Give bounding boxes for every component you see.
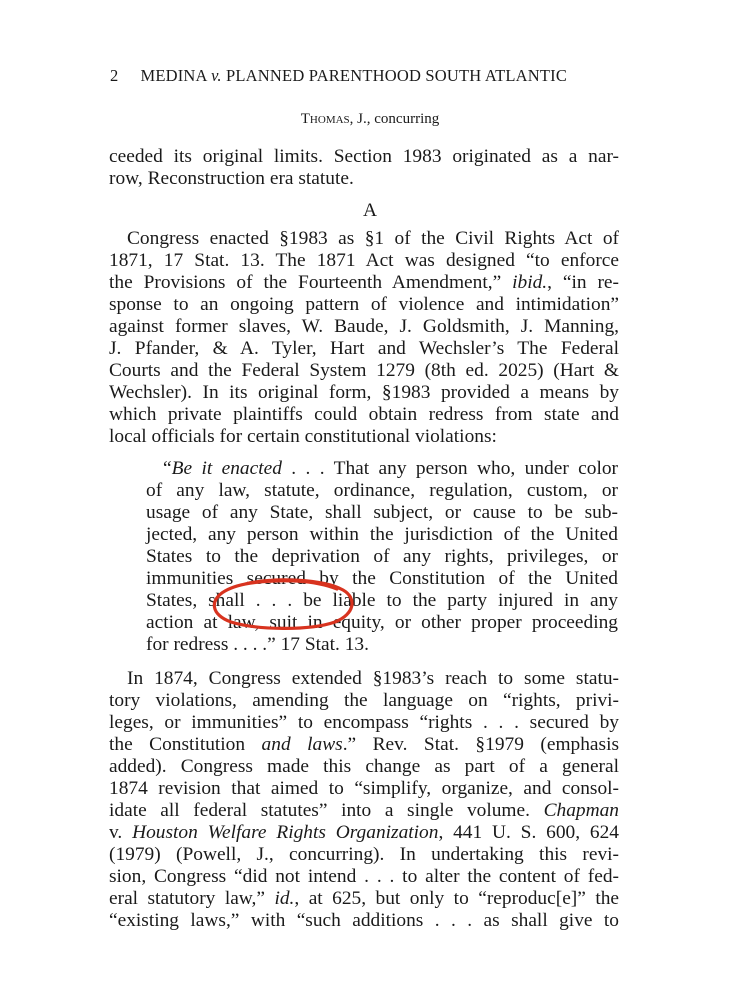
paragraph-2-line: against former slaves, W. Baude, J. Goldsmith, J. Manning, xyxy=(109,316,619,337)
case-versus: v. xyxy=(211,66,222,85)
block-quote-line: States to the deprivation of any rights, privileges, or xyxy=(146,546,618,567)
paragraph-3-line: added). Congress made this change as part of a general xyxy=(109,756,619,777)
paragraph-3-line: v. Houston Welfare Rights Organization, 441 U. S. 600, 624 xyxy=(109,822,619,843)
paragraph-3-line: In 1874, Congress extended §1983’s reach to some statu- xyxy=(127,668,619,689)
paragraph-2-line: Congress enacted §1983 as §1 of the Civil Rights Act of xyxy=(127,228,619,249)
paragraph-2-line: J. Pfander, & A. Tyler, Hart and Wechsler’s The Federal xyxy=(109,338,619,359)
paragraph-2-line: sponse to an ongoing pattern of violence and intimidation” xyxy=(109,294,619,315)
paragraph-2-line: Wechsler). In its original form, §1983 provided a means by xyxy=(109,382,619,403)
paragraph-2-line: 1871, 17 Stat. 13. The 1871 Act was designed “to enforce xyxy=(109,250,619,271)
paragraph-3-line: tory violations, amending the language on “rights, privi- xyxy=(109,690,619,711)
block-quote-line: usage of any State, shall subject, or cause to be sub- xyxy=(146,502,618,523)
emphasis-and-laws: and laws xyxy=(261,734,343,755)
paragraph-3-line: eral statutory law,” id., at 625, but only to “reproduc[e]” the xyxy=(109,888,620,909)
paragraph-1-line: row, Reconstruction era statute. xyxy=(109,168,354,189)
paragraph-3-line: “existing laws,” with “such additions . . . as shall give to xyxy=(109,910,619,931)
paragraph-3-line: leges, or immunities” to encompass “rights . . . secured by xyxy=(109,712,619,733)
paragraph-3-line: the Constitution and laws.” Rev. Stat. §1979 (emphasis xyxy=(109,734,620,755)
citation-ibid: ibid. xyxy=(512,272,548,293)
case-name-houston-welfare: Houston Welfare Rights Organization xyxy=(132,822,439,843)
case-name-right: PLANNED PARENTHOOD SOUTH ATLANTIC xyxy=(226,66,568,85)
section-heading: A xyxy=(362,200,377,221)
author-name: Thomas xyxy=(300,111,350,127)
paragraph-2-line: Courts and the Federal System 1279 (8th ed. 2025) (Hart & xyxy=(109,360,619,381)
paragraph-1-line: ceeded its original limits. Section 1983 originated as a nar- xyxy=(109,146,619,167)
paragraph-3-line: (1979) (Powell, J., concurring). In undertaking this revi- xyxy=(109,844,619,865)
author-suffix: , J., concurring xyxy=(349,111,440,127)
running-head xyxy=(110,66,567,86)
block-quote-line: “Be it enacted . . . That any person who, under color xyxy=(163,458,619,479)
page-number: 2 xyxy=(110,66,119,85)
block-quote-line: of any law, statute, ordinance, regulation, custom, or xyxy=(146,480,618,501)
citation-id: id. xyxy=(274,888,295,909)
paragraph-3-line: idate all federal statutes” into a single volume. Chapman xyxy=(109,800,619,821)
paragraph-3-line: 1874 revision that aimed to “simplify, organize, and consol- xyxy=(109,778,619,799)
paragraph-2-line: the Provisions of the Fourteenth Amendment,” ibid., “in re- xyxy=(109,272,619,293)
paragraph-2-line: which private plaintiffs could obtain redress from state and xyxy=(109,404,619,425)
block-quote-line: for redress . . . .” 17 Stat. 13. xyxy=(146,634,369,655)
block-quote-line: action at law, suit in equity, or other proper proceeding xyxy=(146,612,618,633)
case-name-chapman: Chapman xyxy=(543,800,619,821)
enacting-clause: Be it enacted xyxy=(171,458,282,479)
case-name-left: MEDINA xyxy=(140,66,207,85)
block-quote-line: immunities secured by the Constitution of the United xyxy=(146,568,618,589)
concurrence-heading xyxy=(0,111,740,128)
paragraph-3-line: sion, Congress “did not intend . . . to alter the content of fed- xyxy=(109,866,619,887)
paragraph-2-line: local officials for certain constitutional violations: xyxy=(109,426,497,447)
block-quote-line: jected, any person within the jurisdiction of the United xyxy=(146,524,618,545)
block-quote-line: States, shall . . . be liable to the party injured in any xyxy=(146,590,618,611)
